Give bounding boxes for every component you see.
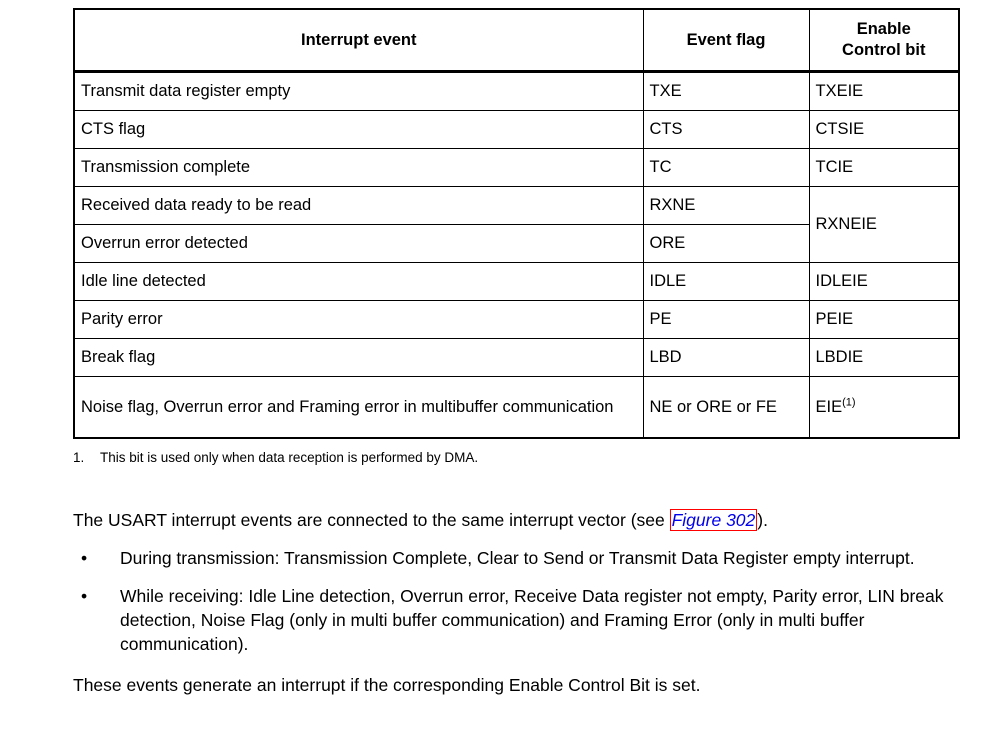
table-row <box>74 111 959 149</box>
cell-enable-bit-merged: RXNEIE <box>809 187 959 263</box>
cell-interrupt-event: Noise flag, Overrun error and Framing error in multibuffer communication <box>74 377 643 439</box>
paragraph-enable-control-bit: These events generate an interrupt if the corresponding Enable Control Bit is set. <box>73 675 701 695</box>
bullet-receiving-text: While receiving: Idle Line detection, Overrun error, Receive Data register not empty, Parity error, LIN break detection, Noise Flag (only in multi buffer communication) and Framing Error (only in multi buffer communication). <box>120 586 944 654</box>
cell-event-flag: TC <box>643 149 809 187</box>
list-item <box>73 546 959 570</box>
figure-302-link[interactable]: Figure 302 <box>671 510 756 530</box>
cell-event-flag: TXE <box>643 72 809 111</box>
paragraph-interrupt-vector <box>73 508 965 532</box>
cell-interrupt-event: Parity error <box>74 301 643 339</box>
table-header-row <box>74 9 959 72</box>
cell-enable-bit: CTSIE <box>809 111 959 149</box>
cell-event-flag: ORE <box>643 225 809 263</box>
table-row <box>74 263 959 301</box>
list-item <box>73 584 959 656</box>
col-header-enable-control-bit <box>809 9 959 72</box>
cell-enable-bit-value: EIE <box>815 398 843 416</box>
cell-enable-bit <box>809 377 959 439</box>
table-row <box>74 72 959 111</box>
table-row <box>74 377 959 439</box>
col-header-interrupt-event: Interrupt event <box>74 9 643 72</box>
table-row <box>74 301 959 339</box>
cell-event-flag: RXNE <box>643 187 809 225</box>
interrupt-bullet-list <box>73 546 959 656</box>
cell-interrupt-event: Overrun error detected <box>74 225 643 263</box>
cell-event-flag: CTS <box>643 111 809 149</box>
bullet-icon: • <box>81 586 88 606</box>
col-header-enable-control-bit-label: Enable Control bit <box>842 20 926 59</box>
paragraph-intro-text-end: ). <box>757 510 768 530</box>
cell-enable-bit: TCIE <box>809 149 959 187</box>
cell-interrupt-event: Break flag <box>74 339 643 377</box>
cell-event-flag: PE <box>643 301 809 339</box>
bullet-transmission-text: During transmission: Transmission Complete, Clear to Send or Transmit Data Register empty interrupt. <box>120 548 915 568</box>
cell-enable-bit: TXEIE <box>809 72 959 111</box>
col-header-event-flag: Event flag <box>643 9 809 72</box>
table-row <box>74 339 959 377</box>
cell-interrupt-event: CTS flag <box>74 111 643 149</box>
cell-interrupt-event: Transmit data register empty <box>74 72 643 111</box>
cell-interrupt-event: Transmission complete <box>74 149 643 187</box>
cell-interrupt-event: Received data ready to be read <box>74 187 643 225</box>
footnote-number: 1. <box>73 450 85 465</box>
cell-enable-bit: PEIE <box>809 301 959 339</box>
table-row <box>74 149 959 187</box>
footnote-reference: (1) <box>842 396 856 409</box>
table-row <box>74 187 959 225</box>
cell-event-flag: NE or ORE or FE <box>643 377 809 439</box>
footnote-text: This bit is used only when data reception is performed by DMA. <box>100 450 479 465</box>
cell-enable-bit: LBDIE <box>809 339 959 377</box>
cell-event-flag: IDLE <box>643 263 809 301</box>
footnote <box>73 449 999 466</box>
paragraph-intro-text: The USART interrupt events are connected to the same interrupt vector (see <box>73 510 670 530</box>
usart-interrupt-table <box>73 8 960 439</box>
bullet-icon: • <box>81 548 88 568</box>
cell-event-flag: LBD <box>643 339 809 377</box>
cell-enable-bit: IDLEIE <box>809 263 959 301</box>
cell-interrupt-event: Idle line detected <box>74 263 643 301</box>
